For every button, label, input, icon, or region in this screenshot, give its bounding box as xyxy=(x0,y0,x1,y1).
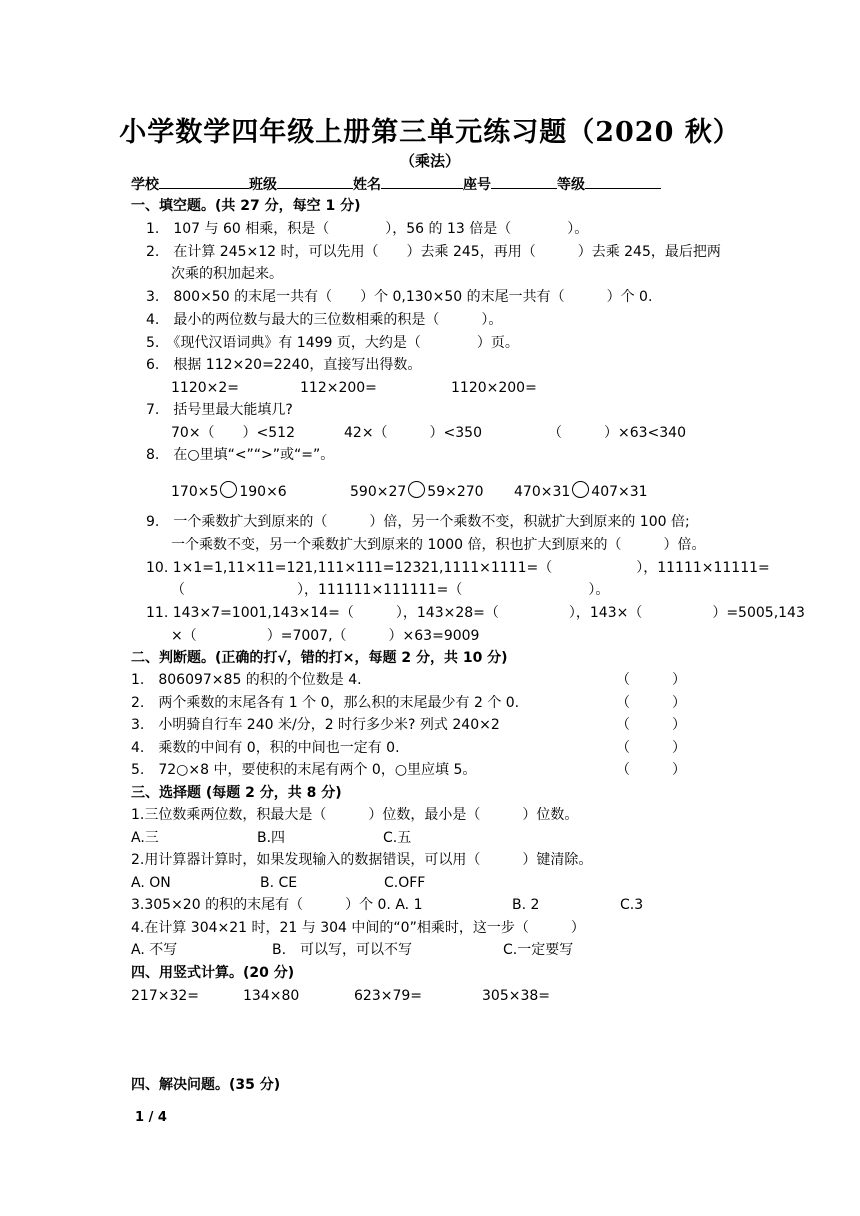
s1-q7: 7. 括号里最大能填几? xyxy=(146,402,293,418)
s3-q1: 1.三位数乘两位数，积最大是（ ）位数，最小是（ ）位数。 xyxy=(131,807,579,823)
answer-paren[interactable]: （ ） xyxy=(616,717,686,733)
s1-q5: 5. 《现代汉语词典》有 1499 页，大约是（ ）页。 xyxy=(146,335,519,351)
s4-item: 305×38= xyxy=(482,988,550,1004)
page-title: 小学数学四年级上册第三单元练习题（2020 秋） xyxy=(119,117,741,148)
page-subtitle: （乘法） xyxy=(399,152,460,170)
answer-paren[interactable]: （ ） xyxy=(616,762,686,778)
grade-label: 等级 xyxy=(557,177,585,193)
s2-item: 3. 小明骑自行车 240 米/分，2 时行多少米? 列式 240×2 xyxy=(131,717,500,733)
s1-q10b: （ ），111111×111111=（ ）。 xyxy=(171,582,610,598)
s1-q9a: 9. 一个乘数扩大到原来的（ ）倍，另一个乘数不变，积就扩大到原来的 100 倍; xyxy=(146,514,690,530)
s3-option[interactable]: B. CE xyxy=(260,875,298,891)
compare-right: 59×270 xyxy=(427,484,484,500)
section3-heading: 三、选择题 (每题 2 分，共 8 分) xyxy=(131,785,342,801)
s3-option[interactable]: C.一定要写 xyxy=(503,942,574,958)
compare-right: 407×31 xyxy=(591,484,648,500)
compare-left: 470×31 xyxy=(514,484,571,500)
s1-q2a: 2. 在计算 245×12 时，可以先用（ ）去乘 245，再用（ ）去乘 245，最后把两 xyxy=(146,244,721,260)
s1-q8-compare xyxy=(350,481,484,502)
s3-option[interactable]: C.3 xyxy=(620,897,644,913)
s1-q4: 4. 最小的两位数与最大的三位数相乘的积是（ ）。 xyxy=(146,312,503,328)
name-label: 姓名 xyxy=(353,177,381,193)
compare-left: 590×27 xyxy=(350,484,407,500)
s3-option[interactable]: B. 2 xyxy=(512,897,540,913)
s3-option[interactable]: C.五 xyxy=(383,830,412,846)
compare-circle[interactable] xyxy=(572,481,589,498)
s1-q8-compare xyxy=(171,481,287,502)
seat-blank[interactable] xyxy=(491,174,557,189)
s4-item: 623×79= xyxy=(354,988,422,1004)
school-blank[interactable] xyxy=(159,174,249,189)
compare-right: 190×6 xyxy=(239,484,287,500)
s2-item: 1. 806097×85 的积的个位数是 4. xyxy=(131,672,362,688)
section2-heading: 二、判断题。(正确的打√，错的打×，每题 2 分，共 10 分) xyxy=(131,650,508,666)
s1-q1: 1. 107 与 60 相乘，积是（ ），56 的 13 倍是（ ）。 xyxy=(146,221,589,237)
s1-q2b: 次乘的积加起来。 xyxy=(171,266,283,282)
s3-q4: 4.在计算 304×21 时，21 与 304 中间的“0”相乘时，这一步（ ） xyxy=(131,920,585,936)
s1-q10a: 10. 1×1=1,11×11=121,111×111=12321,1111×1111=（ ），11111×11111= xyxy=(146,560,770,576)
s3-option[interactable]: C.OFF xyxy=(384,875,426,891)
s4-item: 134×80 xyxy=(243,988,300,1004)
s1-q3: 3. 800×50 的末尾一共有（ ）个 0,130×50 的末尾一共有（ ）个 0. xyxy=(146,289,653,305)
name-blank[interactable] xyxy=(381,174,463,189)
s1-q8-compare xyxy=(514,481,648,502)
seat-label: 座号 xyxy=(463,177,491,193)
s1-q11b: ×（ ）=7007,（ ）×63=9009 xyxy=(171,628,480,644)
s2-item: 5. 72○×8 中，要使积的末尾有两个 0，○里应填 5。 xyxy=(131,762,477,778)
s1-q8: 8. 在○里填“<”“>”或“=”。 xyxy=(146,447,335,463)
s1-q6-item: 1120×200= xyxy=(451,380,537,396)
class-label: 班级 xyxy=(249,177,277,193)
s3-option[interactable]: A. ON xyxy=(131,875,171,891)
s3-q3: 3.305×20 的积的末尾有（ ）个 0. A. 1 xyxy=(131,897,423,913)
compare-left: 170×5 xyxy=(171,484,219,500)
s1-q7-item: 70×（ ）<512 xyxy=(171,425,295,441)
s2-item: 4. 乘数的中间有 0，积的中间也一定有 0. xyxy=(131,740,400,756)
student-info-line xyxy=(131,174,661,195)
s2-item: 2. 两个乘数的末尾各有 1 个 0，那么积的末尾最少有 2 个 0. xyxy=(131,695,520,711)
s1-q6: 6. 根据 112×20=2240，直接写出得数。 xyxy=(146,357,422,373)
s3-option[interactable]: B.四 xyxy=(257,830,286,846)
compare-circle[interactable] xyxy=(220,481,237,498)
answer-paren[interactable]: （ ） xyxy=(616,740,686,756)
s4-item: 217×32= xyxy=(131,988,199,1004)
s3-q2: 2.用计算器计算时，如果发现输入的数据错误，可以用（ ）键清除。 xyxy=(131,852,593,868)
s3-option[interactable]: A.三 xyxy=(131,830,159,846)
section1-heading: 一、填空题。(共 27 分，每空 1 分) xyxy=(131,198,361,214)
s1-q6-item: 1120×2= xyxy=(171,380,239,396)
answer-paren[interactable]: （ ） xyxy=(616,672,686,688)
grade-blank[interactable] xyxy=(585,174,661,189)
s1-q7-item: 42×（ ）<350 xyxy=(344,425,482,441)
s1-q7-item: （ ）×63<340 xyxy=(548,425,686,441)
page-number: 1 / 4 xyxy=(135,1110,167,1125)
compare-circle[interactable] xyxy=(408,481,425,498)
s1-q6-item: 112×200= xyxy=(300,380,377,396)
class-blank[interactable] xyxy=(277,174,353,189)
s3-option[interactable]: A. 不写 xyxy=(131,942,178,958)
section5-heading: 四、解决问题。(35 分) xyxy=(131,1077,281,1093)
school-label: 学校 xyxy=(131,177,159,193)
s1-q9b: 一个乘数不变，另一个乘数扩大到原来的 1000 倍，积也扩大到原来的（ ）倍。 xyxy=(171,537,706,553)
section4-heading: 四、用竖式计算。(20 分) xyxy=(131,965,295,981)
s1-q11a: 11. 143×7=1001,143×14=（ ），143×28=（ ），143×（ ）=5005,143 xyxy=(146,605,805,621)
s3-option[interactable]: B. 可以写，可以不写 xyxy=(272,942,413,958)
answer-paren[interactable]: （ ） xyxy=(616,695,686,711)
